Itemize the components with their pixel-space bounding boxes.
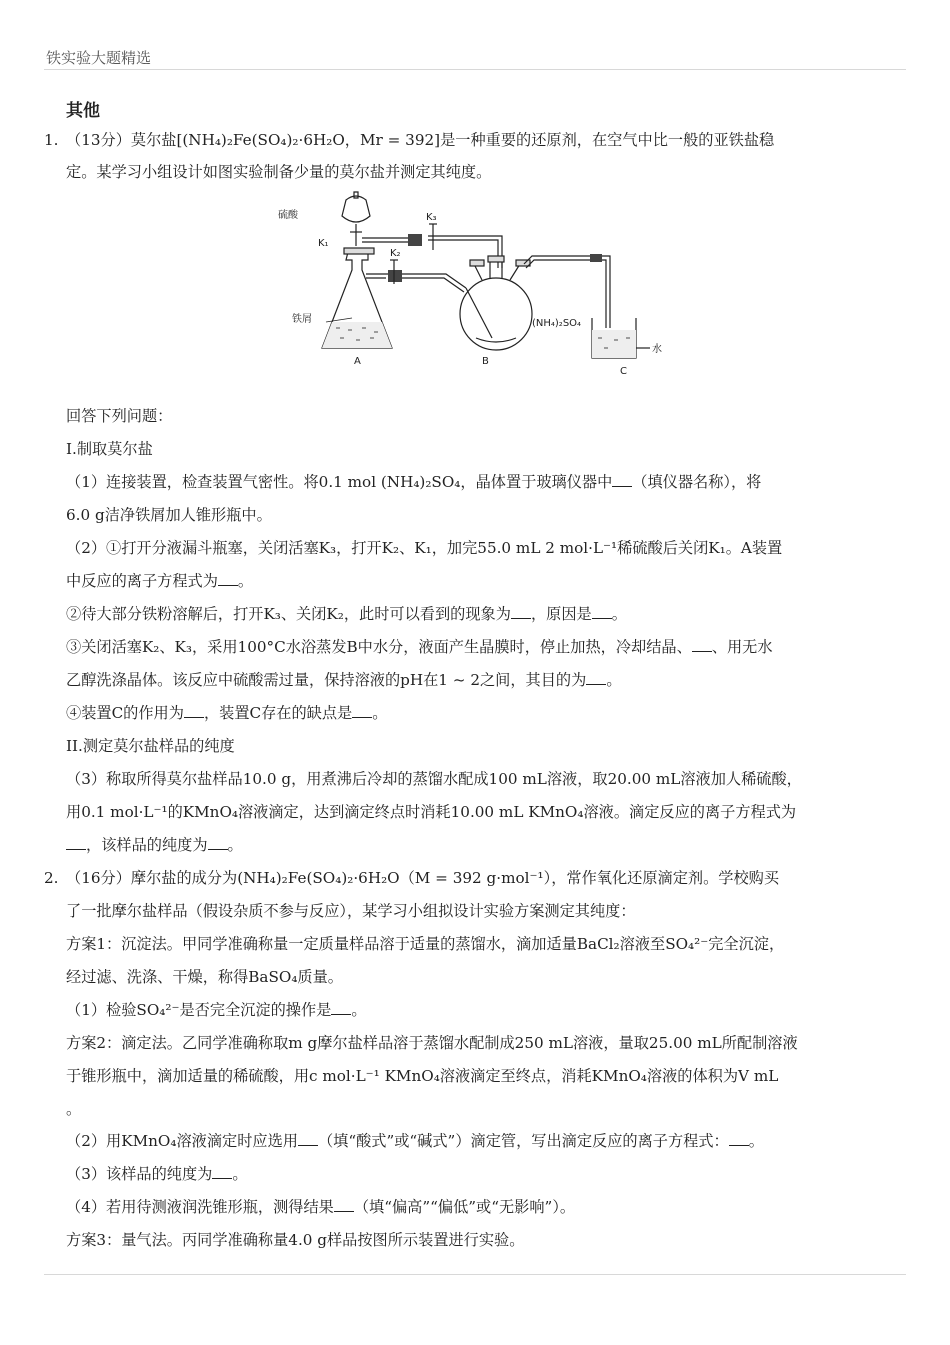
document-header: 铁实验大题精选 bbox=[46, 49, 152, 67]
part-2-title: II.测定莫尔盐样品的纯度 bbox=[66, 737, 235, 755]
label-c: C bbox=[620, 366, 627, 377]
q1-sub1-line2: 6.0 g洁净铁屑加人锥形瓶中。 bbox=[66, 506, 272, 524]
answer-blank[interactable] bbox=[218, 571, 238, 586]
answer-blank[interactable] bbox=[729, 1131, 749, 1146]
answer-blank[interactable] bbox=[592, 604, 612, 619]
flask-b bbox=[460, 278, 532, 350]
answer-blank[interactable] bbox=[331, 1000, 351, 1015]
answer-blank[interactable] bbox=[212, 1164, 232, 1179]
question-1-line-1: （13分）莫尔盐[(NH₄)₂Fe(SO₄)₂·6H₂O，Mr = 392]是一种重要的还原剂，在空气中比一般的亚铁盐稳 bbox=[66, 131, 775, 149]
q1-sub3-line3: ，该样品的纯度为 。 bbox=[66, 835, 243, 855]
label-ammonium-sulfate: (NH₄)₂SO₄ bbox=[532, 318, 582, 329]
answer-blank[interactable] bbox=[66, 835, 86, 850]
label-b: B bbox=[482, 356, 489, 367]
q1-sub2-item4: ④装置C的作用为 ，装置C存在的缺点是 。 bbox=[66, 704, 388, 722]
label-iron: 铁屑 bbox=[292, 314, 312, 325]
question-2-line-1: （16分）摩尔盐的成分为(NH₄)₂Fe(SO₄)₂·6H₂O（M = 392 g·mol⁻¹），常作氧化还原滴定剂。学校购买 bbox=[66, 869, 780, 887]
q1-sub2-item2: ②待大部分铁粉溶解后，打开K₃、关闭K₂，此时可以看到的现象为 ，原因是 。 bbox=[66, 605, 627, 623]
q2-sub3: （3）该样品的纯度为 。 bbox=[66, 1165, 248, 1183]
section-title: 其他 bbox=[66, 101, 100, 121]
q1-sub2-item3-line2: 乙醇洗涤晶体。该反应中硫酸需过量，保持溶液的pH在1 ~ 2之间，其目的为 。 bbox=[66, 671, 622, 689]
q1-sub2-item3-line1: ③关闭活塞K₂、K₃，采用100°C水浴蒸发B中水分，液面产生晶膜时，停止加热，冷却结晶、 、用无水 bbox=[66, 638, 773, 656]
answer-blank[interactable] bbox=[612, 472, 632, 487]
q1-sub2-line1: （2）①打开分液漏斗瓶塞，关闭活塞K₃，打开K₂、K₁，加完55.0 mL 2 mol·L⁻¹稀硫酸后关闭K₁。A装置 bbox=[66, 539, 783, 557]
scheme-1-line1: 方案1：沉淀法。甲同学准确称量一定质量样品溶于适量的蒸馏水，滴加适量BaCl₂溶液至SO₄²⁻完全沉淀， bbox=[66, 935, 785, 953]
answer-blank[interactable] bbox=[334, 1197, 354, 1212]
q2-sub1: （1）检验SO₄²⁻是否完全沉淀的操作是 。 bbox=[66, 1001, 367, 1019]
answer-blank[interactable] bbox=[352, 703, 372, 718]
scheme-2-line3: 。 bbox=[66, 1100, 82, 1118]
question-2-number: 2. bbox=[44, 869, 59, 887]
label-sulfuric-acid: 硫酸 bbox=[278, 210, 298, 221]
part-1-title: I.制取莫尔盐 bbox=[66, 440, 153, 458]
q1-sub1-line1: （1）连接装置，检查装置气密性。将0.1 mol (NH₄)₂SO₄，晶体置于玻璃仪器中 （填仪器名称），将 bbox=[66, 473, 762, 491]
question-2-line-2: 了一批摩尔盐样品（假设杂质不参与反应），某学习小组拟设计实验方案测定其纯度： bbox=[66, 902, 636, 920]
answer-blank[interactable] bbox=[208, 835, 228, 850]
separatory-funnel bbox=[342, 196, 370, 222]
label-k2: K₂ bbox=[390, 248, 401, 259]
question-1-number: 1. bbox=[44, 131, 59, 149]
apparatus-diagram bbox=[270, 188, 670, 380]
label-water: 水 bbox=[652, 344, 662, 355]
scheme-2-line1: 方案2：滴定法。乙同学准确称取m g摩尔盐样品溶于蒸馏水配制成250 mL溶液，量取25.00 mL所配制溶液 bbox=[66, 1034, 798, 1052]
q2-sub2: （2）用KMnO₄溶液滴定时应选用 （填“酸式”或“碱式”）滴定管，写出滴定反应的离子方程式： 。 bbox=[66, 1132, 764, 1150]
label-k3: K₃ bbox=[426, 212, 437, 223]
q1-sub2-line2: 中反应的离子方程式为 。 bbox=[66, 572, 254, 590]
answer-blank[interactable] bbox=[184, 703, 204, 718]
label-a: A bbox=[354, 356, 361, 367]
answer-blank[interactable] bbox=[692, 637, 712, 652]
q1-sub3-line2: 用0.1 mol·L⁻¹的KMnO₄溶液滴定，达到滴定终点时消耗10.00 mL KMnO₄溶液。滴定反应的离子方程式为 bbox=[66, 803, 797, 821]
answer-blank[interactable] bbox=[511, 604, 531, 619]
answer-intro: 回答下列问题： bbox=[66, 407, 173, 425]
scheme-1-line2: 经过滤、洗涤、干燥，称得BaSO₄质量。 bbox=[66, 968, 343, 986]
answer-blank[interactable] bbox=[298, 1131, 318, 1146]
question-1-line-2: 定。某学习小组设计如图实验制备少量的莫尔盐并测定其纯度。 bbox=[66, 163, 492, 181]
q1-sub3-line1: （3）称取所得莫尔盐样品10.0 g，用煮沸后冷却的蒸馏水配成100 mL溶液，取20.00 mL溶液加人稀硫酸， bbox=[66, 770, 802, 788]
scheme-3-line1: 方案3：量气法。丙同学准确称量4.0 g样品按图所示装置进行实验。 bbox=[66, 1231, 525, 1249]
header-divider bbox=[44, 69, 906, 70]
q2-sub4: （4）若用待测液润洗锥形瓶，测得结果 （填“偏高”“偏低”或“无影响”）。 bbox=[66, 1198, 576, 1216]
footer-divider bbox=[44, 1274, 906, 1275]
answer-blank[interactable] bbox=[586, 670, 606, 685]
label-k1: K₁ bbox=[318, 238, 329, 249]
scheme-2-line2: 于锥形瓶中，滴加适量的稀硫酸，用c mol·L⁻¹ KMnO₄溶液滴定至终点，消耗KMnO₄溶液的体积为V mL bbox=[66, 1067, 779, 1085]
